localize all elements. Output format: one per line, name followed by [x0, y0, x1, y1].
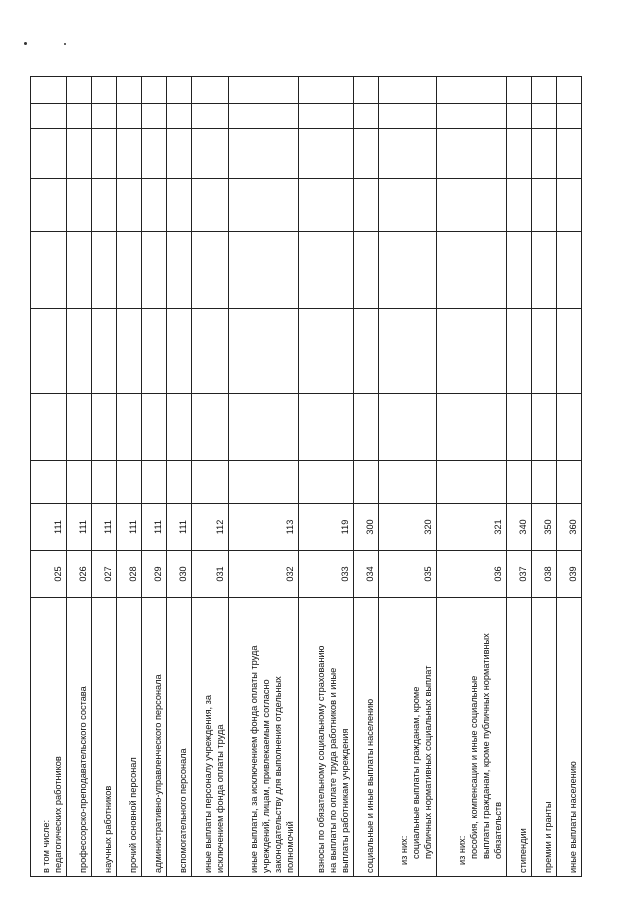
- financial-plan-table: [30, 76, 582, 877]
- value-cell: [117, 77, 142, 104]
- row-code: 032: [229, 551, 299, 598]
- description-line: в том числе:: [41, 819, 51, 873]
- value-cell: [92, 77, 117, 104]
- table-row: [192, 77, 229, 877]
- value-cell: [507, 104, 532, 129]
- value-cell: [299, 461, 354, 504]
- row-code: 034: [354, 551, 379, 598]
- row-code: 026: [67, 551, 92, 598]
- description-line: учреждений, лицам, привлекаемым согласно: [261, 679, 271, 873]
- value-cell: [229, 129, 299, 179]
- value-cell: [192, 309, 229, 394]
- description-line: законодательству для выполнения отдельных: [273, 676, 283, 873]
- row-description: [507, 598, 532, 877]
- value-cell: [31, 461, 67, 504]
- value-cell: [532, 129, 557, 179]
- value-cell: [229, 461, 299, 504]
- row-code: 025: [31, 551, 67, 598]
- value-cell: [192, 394, 229, 461]
- row-code: 031: [192, 551, 229, 598]
- value-cell: [192, 232, 229, 309]
- table-row: [92, 77, 117, 877]
- value-cell: [192, 461, 229, 504]
- value-cell: [532, 461, 557, 504]
- description-line: вспомогательного персонала: [178, 748, 188, 873]
- row-description: [437, 598, 507, 877]
- value-cell: [67, 104, 92, 129]
- value-cell: [507, 129, 532, 179]
- value-cell: [192, 104, 229, 129]
- value-cell: [437, 129, 507, 179]
- value-cell: [31, 104, 67, 129]
- value-cell: [92, 309, 117, 394]
- value-cell: [92, 104, 117, 129]
- table-row: [167, 77, 192, 877]
- description-line: пособия, компенсации и иные социальные: [469, 675, 479, 859]
- value-cell: [142, 309, 167, 394]
- value-cell: [142, 77, 167, 104]
- value-cell: [379, 461, 437, 504]
- table-row: [507, 77, 532, 877]
- description-line: социальные и иные выплаты населению: [365, 698, 375, 873]
- value-cell: [532, 232, 557, 309]
- rotated-page: [30, 77, 601, 877]
- row-kosgu: 119: [299, 504, 354, 551]
- value-cell: [142, 232, 167, 309]
- value-cell: [507, 232, 532, 309]
- table-row: [557, 77, 582, 877]
- table-row: [31, 77, 67, 877]
- description-line: прочий основной персонал: [128, 757, 138, 873]
- description-line: административно-управленческого персонала: [153, 674, 163, 873]
- value-cell: [557, 309, 582, 394]
- description-line: выплаты работникам учреждения: [340, 728, 350, 873]
- table-row: [437, 77, 507, 877]
- value-cell: [507, 394, 532, 461]
- value-cell: [142, 461, 167, 504]
- description-line: педагогических работников: [53, 756, 63, 873]
- table-row: [299, 77, 354, 877]
- value-cell: [299, 309, 354, 394]
- value-cell: [117, 104, 142, 129]
- value-cell: [31, 77, 67, 104]
- value-cell: [354, 309, 379, 394]
- description-line: выплаты гражданам, кроме публичных нормативных: [481, 633, 491, 859]
- value-cell: [507, 77, 532, 104]
- description-line: социальные выплаты гражданам, кроме: [411, 686, 421, 859]
- value-cell: [67, 461, 92, 504]
- value-cell: [192, 77, 229, 104]
- row-kosgu: 111: [142, 504, 167, 551]
- value-cell: [229, 232, 299, 309]
- value-cell: [354, 77, 379, 104]
- row-code: 029: [142, 551, 167, 598]
- value-cell: [31, 232, 67, 309]
- value-cell: [142, 179, 167, 232]
- value-cell: [167, 77, 192, 104]
- description-line: профессорско-преподавательского состава: [78, 686, 88, 873]
- row-description: [192, 598, 229, 877]
- row-description: [142, 598, 167, 877]
- value-cell: [192, 179, 229, 232]
- description-line: из них:: [457, 835, 467, 865]
- value-cell: [142, 129, 167, 179]
- row-kosgu: 111: [92, 504, 117, 551]
- description-line: научных работников: [103, 785, 113, 873]
- scan-speck: [24, 42, 27, 45]
- value-cell: [437, 461, 507, 504]
- value-cell: [67, 179, 92, 232]
- value-cell: [31, 129, 67, 179]
- scan-speck: [64, 43, 66, 45]
- value-cell: [437, 104, 507, 129]
- row-description: [31, 598, 67, 877]
- value-cell: [67, 129, 92, 179]
- value-cell: [142, 394, 167, 461]
- value-cell: [167, 179, 192, 232]
- description-line: полномочий: [285, 821, 295, 873]
- value-cell: [532, 77, 557, 104]
- value-cell: [299, 232, 354, 309]
- row-kosgu: 111: [67, 504, 92, 551]
- value-cell: [229, 309, 299, 394]
- value-cell: [379, 77, 437, 104]
- value-cell: [117, 309, 142, 394]
- row-code: 027: [92, 551, 117, 598]
- value-cell: [31, 394, 67, 461]
- table-row: [229, 77, 299, 877]
- description-line: взносы по обязательному социальному страхованию: [316, 645, 326, 873]
- value-cell: [117, 461, 142, 504]
- value-cell: [532, 179, 557, 232]
- row-kosgu: 300: [354, 504, 379, 551]
- row-description: [67, 598, 92, 877]
- value-cell: [557, 77, 582, 104]
- value-cell: [167, 129, 192, 179]
- value-cell: [437, 77, 507, 104]
- value-cell: [167, 104, 192, 129]
- value-cell: [557, 129, 582, 179]
- value-cell: [379, 129, 437, 179]
- value-cell: [229, 394, 299, 461]
- description-line: иные выплаты персоналу учреждения, за: [203, 695, 213, 873]
- row-description: [557, 598, 582, 877]
- row-kosgu: 340: [507, 504, 532, 551]
- row-description: [532, 598, 557, 877]
- row-kosgu: 320: [379, 504, 437, 551]
- description-line: из них:: [399, 835, 409, 865]
- row-kosgu: 112: [192, 504, 229, 551]
- value-cell: [437, 394, 507, 461]
- description-line: иные выплаты, за исключением фонда оплаты труда: [249, 645, 259, 873]
- value-cell: [299, 77, 354, 104]
- row-code: 030: [167, 551, 192, 598]
- value-cell: [507, 309, 532, 394]
- value-cell: [532, 394, 557, 461]
- row-code: 037: [507, 551, 532, 598]
- description-line: обязательств: [493, 801, 503, 859]
- value-cell: [379, 104, 437, 129]
- description-line: стипендии: [518, 828, 528, 873]
- value-cell: [557, 179, 582, 232]
- value-cell: [532, 309, 557, 394]
- value-cell: [92, 394, 117, 461]
- value-cell: [299, 179, 354, 232]
- value-cell: [117, 232, 142, 309]
- value-cell: [557, 232, 582, 309]
- row-code: 036: [437, 551, 507, 598]
- value-cell: [167, 394, 192, 461]
- value-cell: [379, 179, 437, 232]
- value-cell: [437, 309, 507, 394]
- value-cell: [167, 461, 192, 504]
- row-kosgu: 113: [229, 504, 299, 551]
- description-line: премии и гранты: [543, 801, 553, 873]
- value-cell: [67, 394, 92, 461]
- value-cell: [437, 179, 507, 232]
- value-cell: [167, 309, 192, 394]
- table-row: [117, 77, 142, 877]
- value-cell: [117, 129, 142, 179]
- value-cell: [92, 179, 117, 232]
- row-description: [167, 598, 192, 877]
- value-cell: [299, 394, 354, 461]
- row-code: 028: [117, 551, 142, 598]
- value-cell: [92, 129, 117, 179]
- value-cell: [67, 232, 92, 309]
- row-description: [229, 598, 299, 877]
- row-code: 039: [557, 551, 582, 598]
- row-kosgu: 360: [557, 504, 582, 551]
- value-cell: [31, 309, 67, 394]
- value-cell: [379, 232, 437, 309]
- value-cell: [142, 104, 167, 129]
- value-cell: [507, 179, 532, 232]
- value-cell: [354, 461, 379, 504]
- description-line: публичных нормативных социальных выплат: [423, 665, 433, 859]
- description-line: на выплаты по оплате труда работников и иные: [328, 667, 338, 873]
- value-cell: [192, 129, 229, 179]
- value-cell: [354, 232, 379, 309]
- row-kosgu: 111: [167, 504, 192, 551]
- table-row: [67, 77, 92, 877]
- row-description: [299, 598, 354, 877]
- description-line: исключением фонда оплаты труда: [215, 724, 225, 873]
- value-cell: [31, 179, 67, 232]
- value-cell: [299, 104, 354, 129]
- value-cell: [229, 104, 299, 129]
- row-kosgu: 111: [117, 504, 142, 551]
- value-cell: [557, 104, 582, 129]
- value-cell: [167, 232, 192, 309]
- table-row: [532, 77, 557, 877]
- value-cell: [557, 461, 582, 504]
- value-cell: [92, 461, 117, 504]
- row-kosgu: 350: [532, 504, 557, 551]
- value-cell: [92, 232, 117, 309]
- value-cell: [354, 104, 379, 129]
- row-code: 038: [532, 551, 557, 598]
- row-code: 033: [299, 551, 354, 598]
- table-row: [379, 77, 437, 877]
- value-cell: [507, 461, 532, 504]
- value-cell: [117, 179, 142, 232]
- value-cell: [532, 104, 557, 129]
- value-cell: [379, 394, 437, 461]
- row-kosgu: 321: [437, 504, 507, 551]
- value-cell: [299, 129, 354, 179]
- row-description: [354, 598, 379, 877]
- row-description: [379, 598, 437, 877]
- value-cell: [354, 394, 379, 461]
- row-code: 035: [379, 551, 437, 598]
- value-cell: [354, 179, 379, 232]
- value-cell: [67, 309, 92, 394]
- table-row: [354, 77, 379, 877]
- description-line: иные выплаты населению: [568, 761, 578, 873]
- row-description: [117, 598, 142, 877]
- value-cell: [229, 77, 299, 104]
- table-row: [142, 77, 167, 877]
- value-cell: [557, 394, 582, 461]
- value-cell: [437, 232, 507, 309]
- value-cell: [379, 309, 437, 394]
- value-cell: [117, 394, 142, 461]
- value-cell: [354, 129, 379, 179]
- value-cell: [229, 179, 299, 232]
- row-kosgu: 111: [31, 504, 67, 551]
- value-cell: [67, 77, 92, 104]
- row-description: [92, 598, 117, 877]
